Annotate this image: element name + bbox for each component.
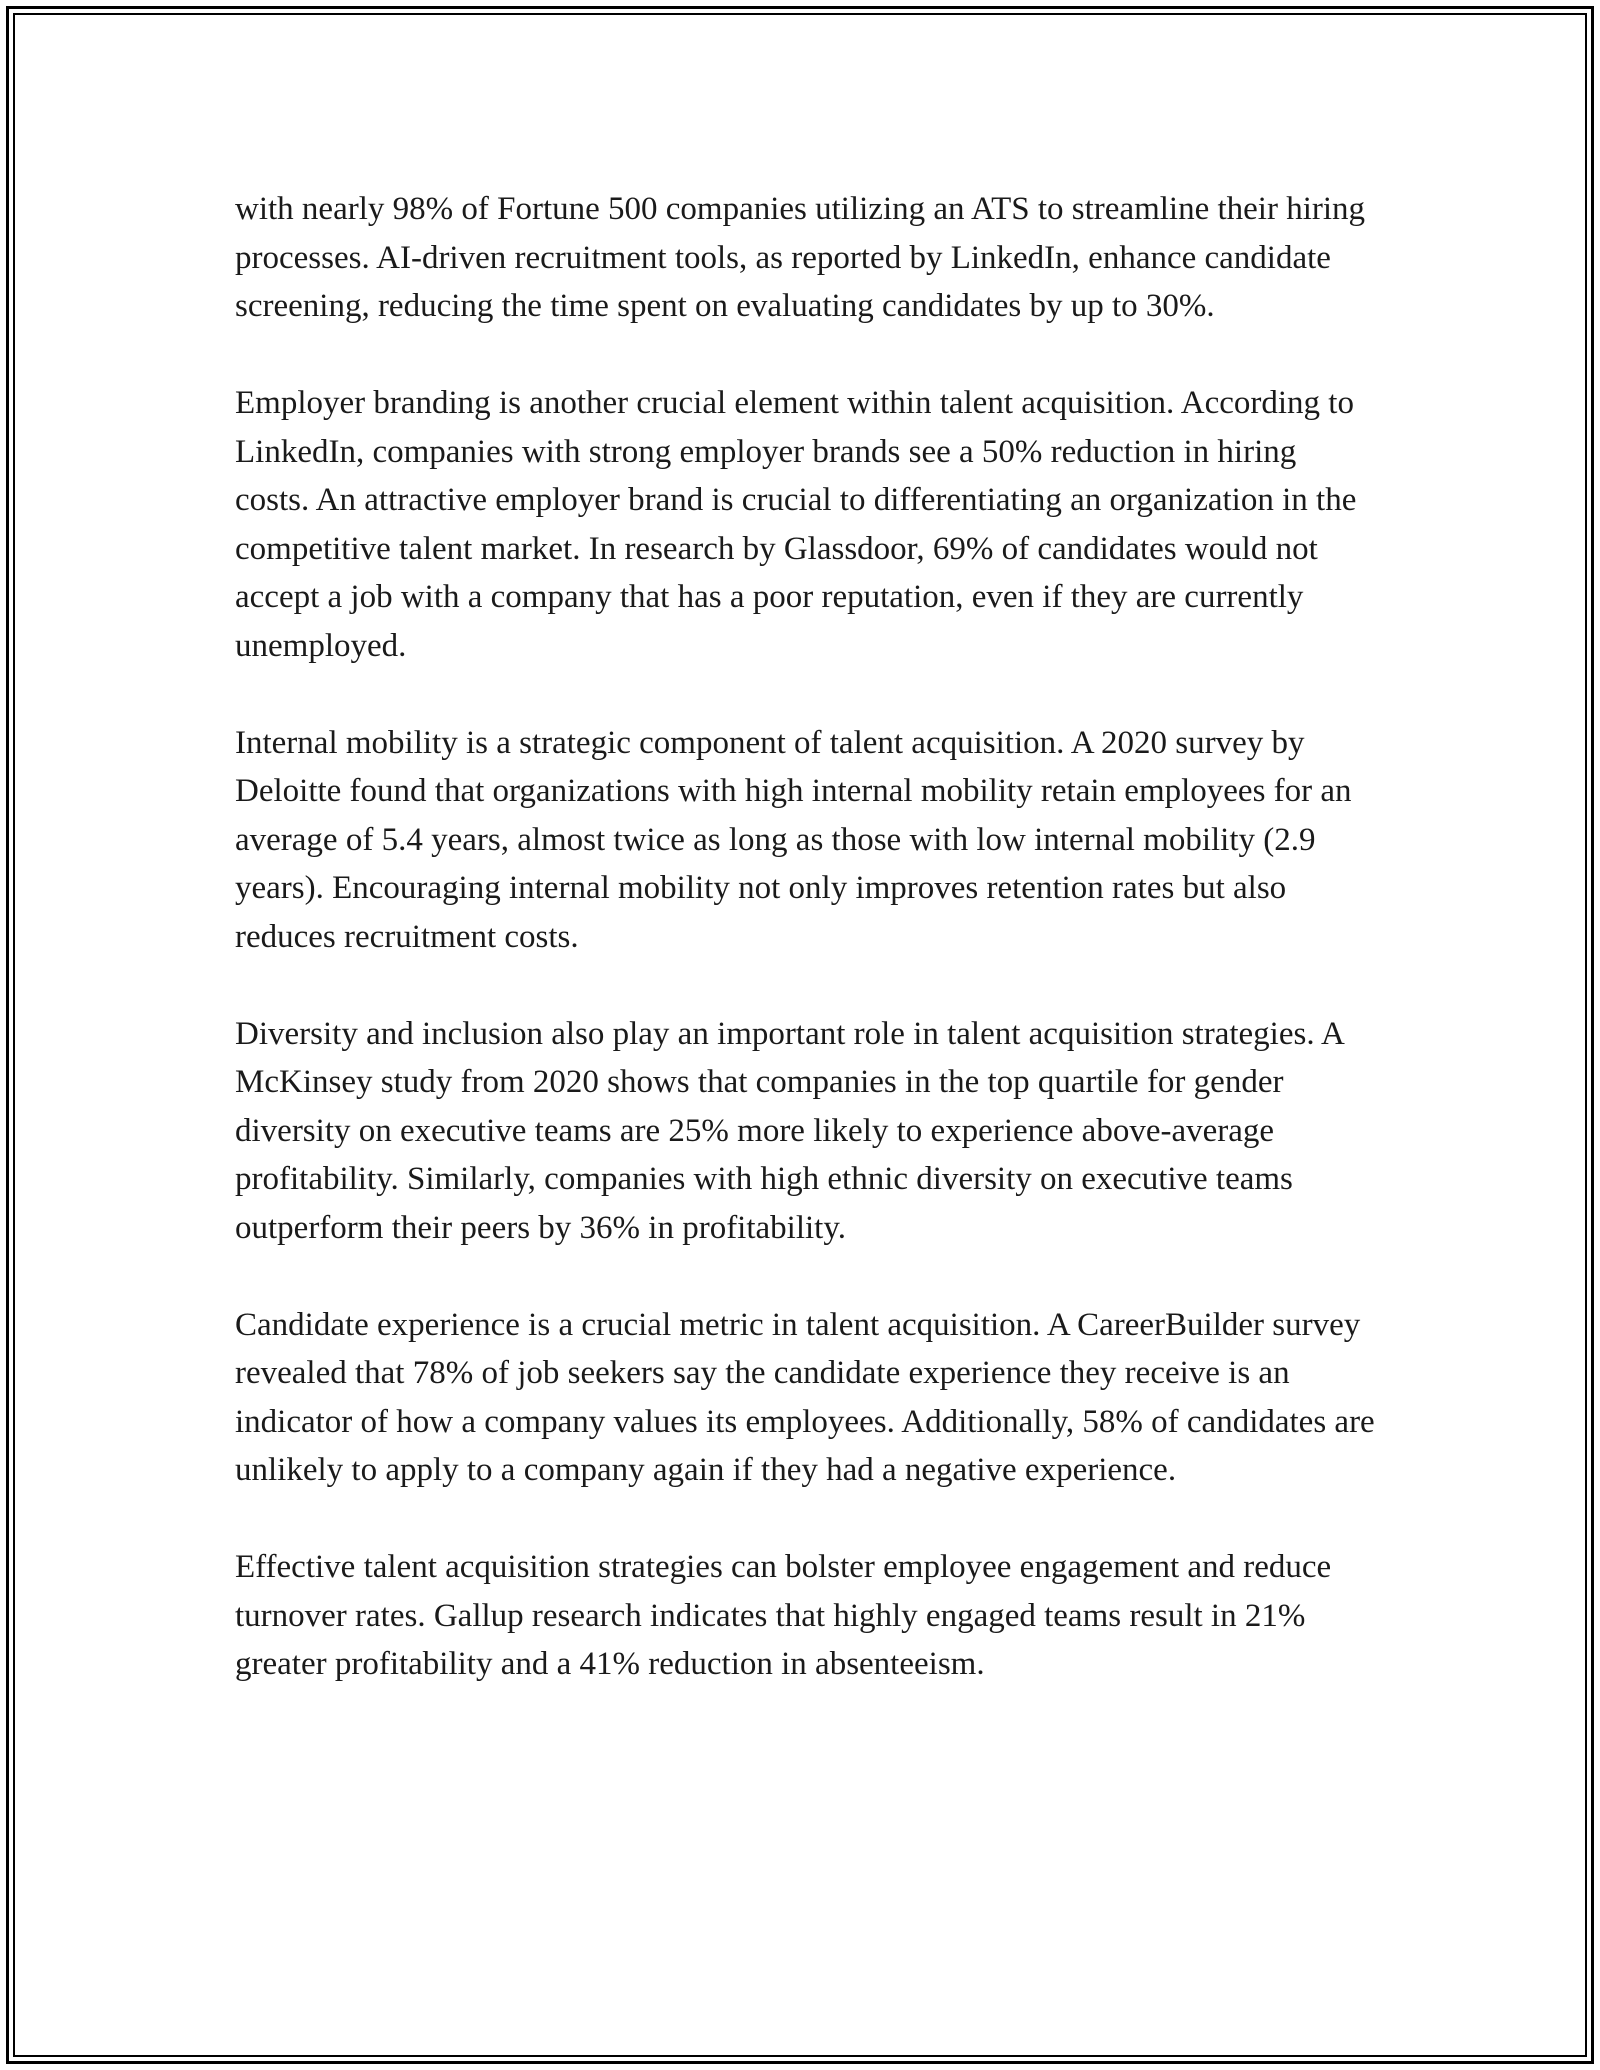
paragraph-diversity-inclusion: Diversity and inclusion also play an important role in talent acquisition strategies. A McKinsey study from 2020 shows that companies in the top quartile for gender diversity on executive teams are 25% more likely to experience above-average profitability. Similarly, companies with high ethnic diversity on executive teams outperform their peers by 36% in profitability. [235,1015,1344,1246]
paragraph-internal-mobility: Internal mobility is a strategic component of talent acquisition. A 2020 survey by Deloitte found that organizations with high internal mobility retain employees for an average of 5.4 years, almost twice as long as those with low internal mobility (2.9 years). Encouraging internal mobility not only improves retention rates but also reduces recruitment costs. [235,724,1352,955]
paragraph-candidate-experience: Candidate experience is a crucial metric in talent acquisition. A CareerBuilder survey revealed that 78% of job seekers say the candidate experience they receive is an indicator of how a company values its employees. Additionally, 58% of candidates are unlikely to apply to a company again if they had a negative experience. [235,1306,1375,1488]
paragraph-employer-branding: Employer branding is another crucial element within talent acquisition. According to LinkedIn, companies with strong employer brands see a 50% reduction in hiring costs. An attractive employer brand is crucial to differentiating an organization in the competitive talent market. In research by Glassdoor, 69% of candidates would not accept a job with a company that has a poor reputation, even if they are currently unemployed. [235,385,1357,664]
paragraph-employee-engagement: Effective talent acquisition strategies can bolster employee engagement and reduce turnover rates. Gallup research indicates that highly engaged teams result in 21% greater profitability and a 41% reduction in absenteeism. [235,1549,1332,1682]
paragraph-ats-adoption: with nearly 98% of Fortune 500 companies utilizing an ATS to streamline their hiring processes. AI-driven recruitment tools, as reported by LinkedIn, enhance candidate screening, reducing the time spent on evaluating candidates by up to 30%. [235,191,1366,324]
document-body [235,185,1375,1689]
